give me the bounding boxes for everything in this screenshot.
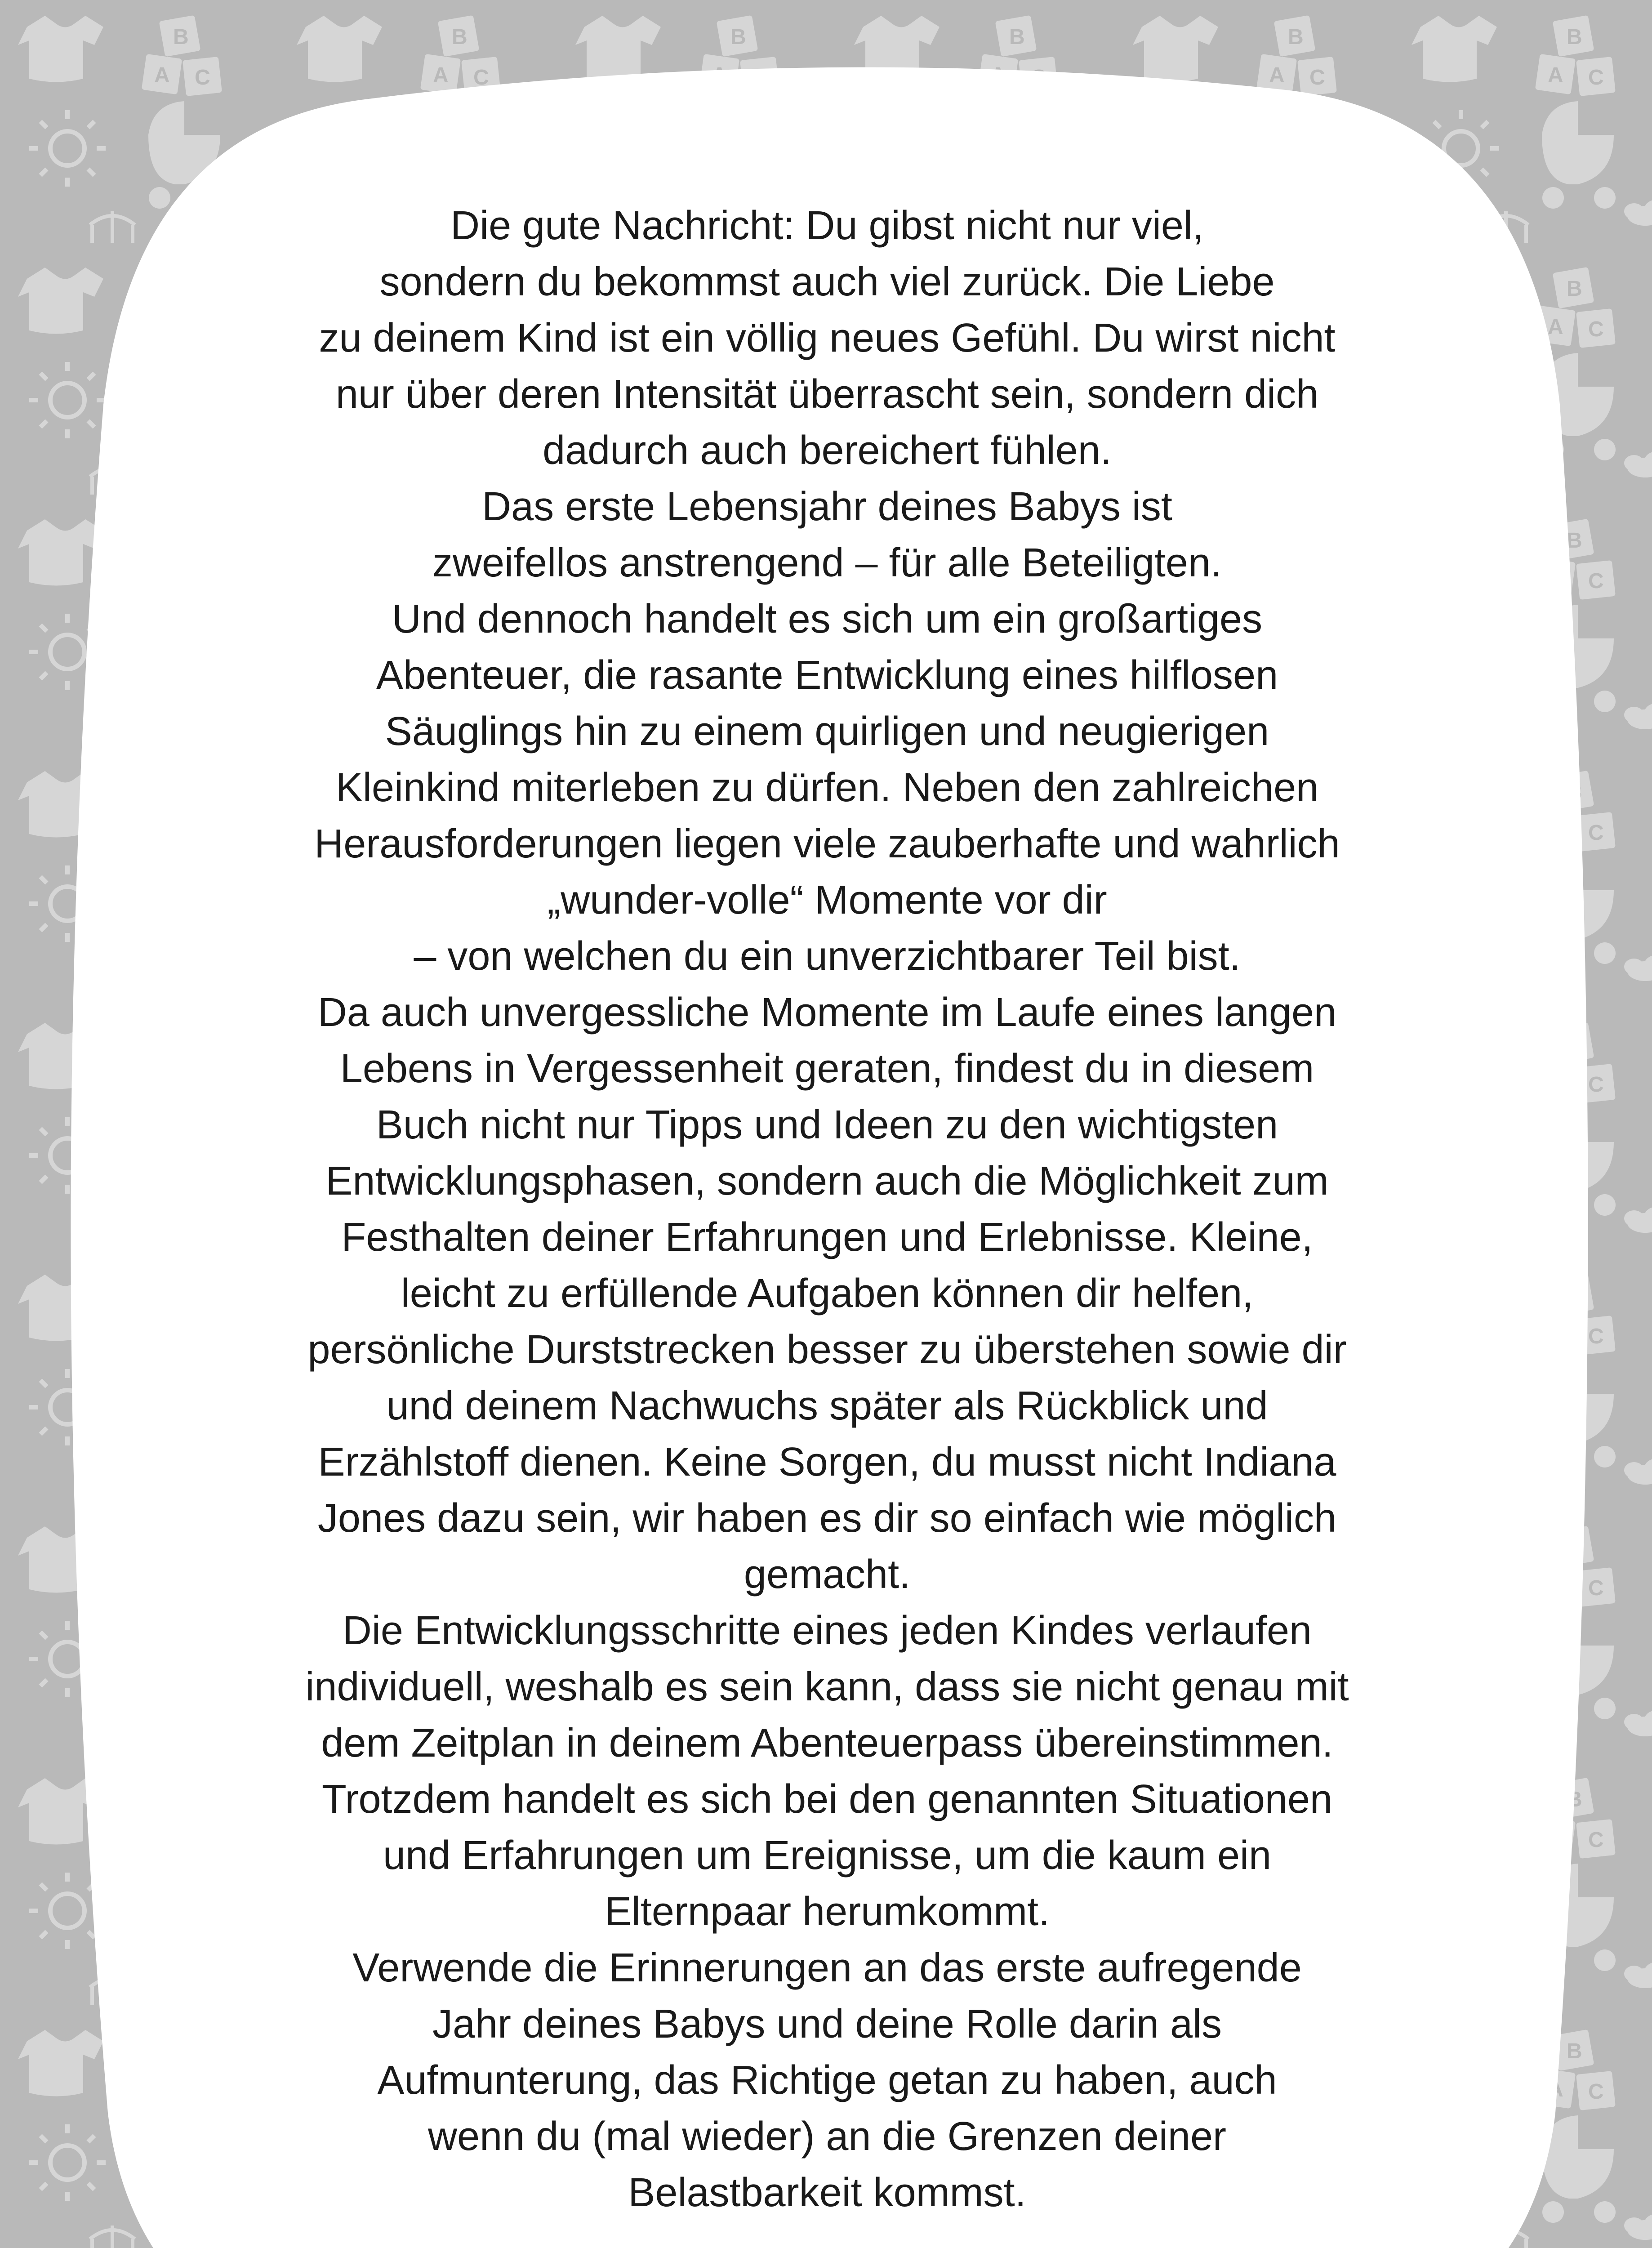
text-line: Belastbarkeit kommst. bbox=[628, 2170, 1026, 2215]
text-line: Festhalten deiner Erfahrungen und Erlebnisse. Kleine, bbox=[341, 1215, 1313, 1260]
text-line: Entwicklungsphasen, sondern auch die Möglichkeit zum bbox=[325, 1159, 1329, 1204]
paragraph-development bbox=[211, 1603, 1443, 1940]
text-line: und Erfahrungen um Ereignisse, um die kaum ein bbox=[383, 1833, 1272, 1878]
text-line: Elternpaar herumkommt. bbox=[604, 1889, 1050, 1934]
paragraph-memories bbox=[211, 985, 1443, 1603]
text-line: Kleinkind miterleben zu dürfen. Neben den zahlreichen bbox=[335, 765, 1319, 810]
text-line: leicht zu erfüllende Aufgaben können dir helfen, bbox=[401, 1271, 1254, 1316]
text-line: Verwende die Erinnerungen an das erste aufregende bbox=[352, 1945, 1302, 1990]
text-line: nur über deren Intensität überrascht sein, sondern dich bbox=[335, 372, 1319, 417]
text-line: Jones dazu sein, wir haben es dir so einfach wie möglich bbox=[317, 1496, 1337, 1541]
paragraph-encouragement bbox=[211, 1940, 1443, 2221]
text-line: zu deinem Kind ist ein völlig neues Gefühl. Du wirst nicht bbox=[319, 316, 1336, 361]
paragraph-first-year bbox=[211, 479, 1443, 985]
text-line: Lebens in Vergessenheit geraten, findest du in diesem bbox=[340, 1046, 1314, 1091]
text-line: Jahr deines Babys und deine Rolle darin als bbox=[432, 2002, 1222, 2047]
text-line: wenn du (mal wieder) an die Grenzen deiner bbox=[428, 2114, 1226, 2159]
text-line: – von welchen du ein unverzichtbarer Teil bist. bbox=[414, 934, 1241, 979]
text-line: Die Entwicklungsschritte eines jeden Kindes verlaufen bbox=[342, 1608, 1312, 1653]
text-line: dadurch auch bereichert fühlen. bbox=[543, 428, 1112, 473]
text-line: Säuglings hin zu einem quirligen und neugierigen bbox=[385, 709, 1269, 754]
text-line: Trotzdem handelt es sich bei den genannten Situationen bbox=[321, 1777, 1333, 1822]
text-line: Erzählstoff dienen. Keine Sorgen, du musst nicht Indiana bbox=[318, 1440, 1336, 1485]
text-line: Aufmunterung, das Richtige getan zu haben, auch bbox=[377, 2058, 1277, 2103]
text-line: sondern du bekommst auch viel zurück. Die Liebe bbox=[379, 259, 1275, 304]
text-line: gemacht. bbox=[744, 1552, 911, 1597]
text-line: Herausforderungen liegen viele zauberhafte und wahrlich bbox=[314, 821, 1340, 866]
text-line: Die gute Nachricht: Du gibst nicht nur viel, bbox=[450, 203, 1204, 248]
text-line: „wunder-volle“ Momente vor dir bbox=[547, 878, 1107, 923]
text-line: zweifellos anstrengend – für alle Beteiligten. bbox=[432, 540, 1222, 585]
text-line: Abenteuer, die rasante Entwicklung eines hilflosen bbox=[376, 653, 1278, 698]
text-line: persönliche Durststrecken besser zu überstehen sowie dir bbox=[307, 1327, 1347, 1372]
text-line: und deinem Nachwuchs später als Rückblick und bbox=[386, 1383, 1268, 1428]
text-line: individuell, weshalb es sein kann, dass sie nicht genau mit bbox=[305, 1664, 1349, 1709]
text-line: Das erste Lebensjahr deines Babys ist bbox=[482, 484, 1172, 529]
paragraph-good-news bbox=[211, 198, 1443, 479]
text-line: Und dennoch handelt es sich um ein großartiges bbox=[392, 597, 1263, 642]
intro-text bbox=[211, 198, 1443, 2248]
text-line: Buch nicht nur Tipps und Ideen zu den wichtigsten bbox=[376, 1102, 1278, 1147]
text-line: Da auch unvergessliche Momente im Laufe eines langen bbox=[317, 990, 1337, 1035]
text-line: dem Zeitplan in deinem Abenteuerpass übereinstimmen. bbox=[321, 1721, 1333, 1766]
